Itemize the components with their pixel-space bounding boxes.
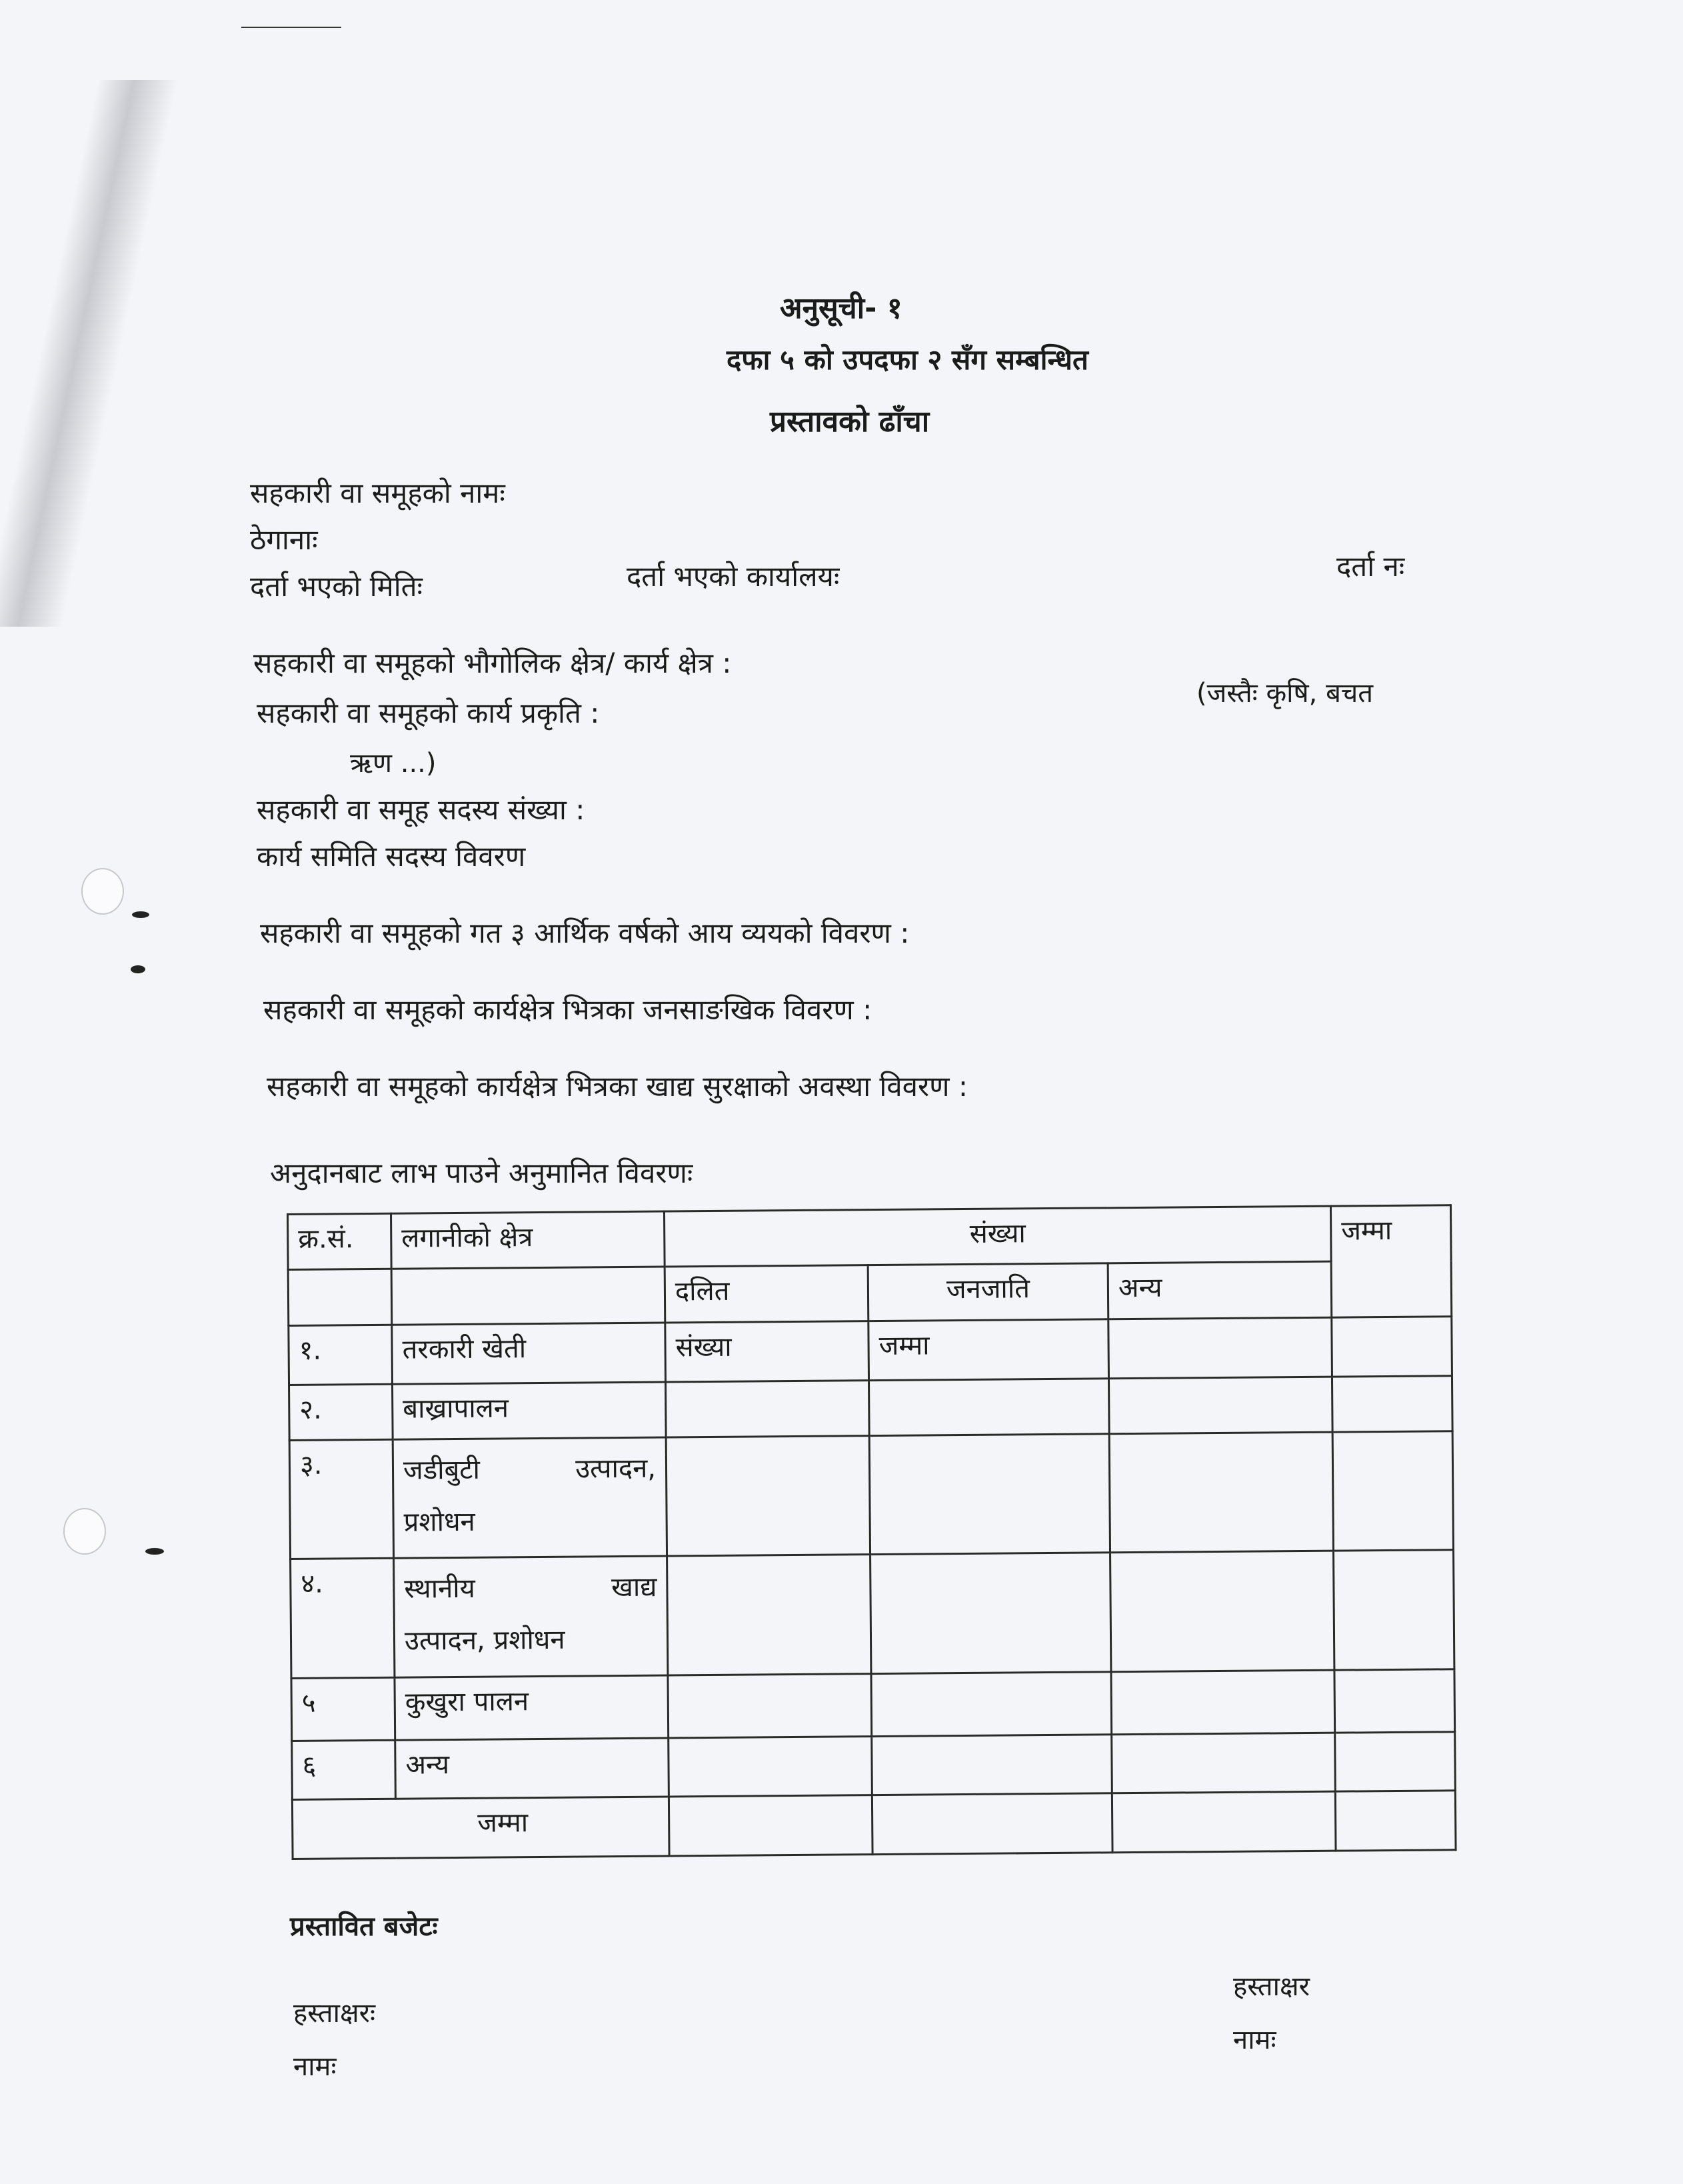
field-member-count: सहकारी वा समूह सदस्य संख्या : bbox=[257, 793, 585, 826]
cell-empty bbox=[869, 1434, 1110, 1555]
cell-empty bbox=[669, 1795, 872, 1856]
field-address: ठेगानाः bbox=[250, 523, 318, 556]
cell-empty bbox=[871, 1672, 1112, 1737]
punch-hole-bottom bbox=[63, 1508, 106, 1555]
table-row bbox=[291, 1550, 1454, 1678]
cell-empty bbox=[669, 1736, 872, 1797]
subheader-janajati: जनजाति bbox=[868, 1263, 1108, 1321]
row-sn: ६ bbox=[292, 1740, 396, 1800]
cell-empty bbox=[1335, 1791, 1456, 1851]
field-example: (जस्तैः कृषि, बचत bbox=[1196, 678, 1374, 709]
field-work-nature: सहकारी वा समूहको कार्य प्रकृति : bbox=[257, 697, 600, 729]
header-total: जम्मा bbox=[1330, 1205, 1451, 1317]
cell-empty bbox=[666, 1436, 870, 1557]
cell-empty bbox=[1334, 1669, 1455, 1732]
cell-empty bbox=[1109, 1432, 1333, 1553]
proposed-budget: प्रस्तावित बजेटः bbox=[290, 1911, 438, 1942]
cell-empty bbox=[1332, 1317, 1452, 1377]
row-sector: अन्य bbox=[395, 1738, 669, 1799]
speck bbox=[145, 1548, 164, 1555]
name-left: नामः bbox=[293, 2051, 337, 2082]
row1-count: संख्या bbox=[665, 1321, 869, 1382]
cell-empty bbox=[1112, 1733, 1336, 1793]
row-sector-line: स्थानीय खाद्य bbox=[404, 1571, 657, 1605]
row-sector-line: जडीबुटी उत्पादन, bbox=[403, 1453, 657, 1486]
speck bbox=[132, 911, 149, 918]
cell-empty bbox=[1332, 1375, 1452, 1432]
field-reg-no: दर्ता नः bbox=[1336, 550, 1405, 583]
cell-empty bbox=[1112, 1791, 1336, 1852]
table-row bbox=[292, 1731, 1456, 1799]
field-income-expense: सहकारी वा समूहको गत ३ आर्थिक वर्षको आय व्ययको विवरण : bbox=[260, 917, 910, 949]
total-label: जम्मा bbox=[292, 1797, 669, 1859]
field-food-security: सहकारी वा समूहको कार्यक्षेत्र भित्रका खाद्य सुरक्षाको अवस्था विवरण : bbox=[267, 1070, 968, 1103]
cell-empty bbox=[1110, 1551, 1334, 1672]
cell-empty bbox=[872, 1793, 1112, 1855]
field-reg-office: दर्ता भएको कार्यालयः bbox=[627, 560, 840, 593]
subheader-other: अन्य bbox=[1108, 1262, 1332, 1319]
field-example-cont: ऋण ...) bbox=[350, 748, 437, 779]
field-group-name: सहकारी वा समूहको नामः bbox=[250, 477, 505, 509]
row-sn: ४. bbox=[291, 1559, 395, 1679]
field-beneficiary: अनुदानबाट लाभ पाउने अनुमानित विवरणः bbox=[270, 1157, 693, 1189]
name-right: नामः bbox=[1233, 2025, 1276, 2055]
row-sector: तरकारी खेती bbox=[392, 1323, 666, 1384]
table-row bbox=[291, 1669, 1455, 1741]
cell-empty bbox=[868, 1378, 1109, 1435]
signature-left: हस्ताक्षरः bbox=[293, 1998, 376, 2029]
table-row bbox=[289, 1431, 1453, 1559]
row-sector bbox=[394, 1556, 668, 1677]
cell-empty bbox=[1111, 1670, 1335, 1735]
signature-right: हस्ताक्षर bbox=[1233, 1971, 1310, 2002]
row-sector-line: प्रशोधन bbox=[403, 1506, 475, 1538]
cell-empty bbox=[288, 1269, 392, 1326]
cell-empty bbox=[391, 1267, 665, 1325]
cell-empty bbox=[1108, 1317, 1332, 1378]
punch-hole-top bbox=[81, 868, 124, 915]
table-row bbox=[289, 1375, 1453, 1440]
top-rule bbox=[241, 27, 341, 28]
speck bbox=[131, 965, 145, 973]
cell-empty bbox=[872, 1734, 1112, 1795]
field-demographic: सहकारी वा समूहको कार्यक्षेत्र भित्रका जनसाङखिक विवरण : bbox=[263, 993, 872, 1026]
row-sn: ३. bbox=[289, 1439, 393, 1559]
field-reg-date: दर्ता भएको मितिः bbox=[250, 570, 423, 603]
table-row bbox=[289, 1317, 1452, 1385]
row-sector bbox=[393, 1437, 667, 1559]
subheader-dalit: दलित bbox=[665, 1265, 868, 1323]
form-title: प्रस्तावको ढाँचा bbox=[770, 405, 930, 439]
cell-empty bbox=[1335, 1731, 1456, 1791]
scan-shadow bbox=[0, 80, 178, 627]
header-count: संख्या bbox=[664, 1206, 1331, 1267]
cell-empty bbox=[1334, 1550, 1454, 1670]
cell-empty bbox=[1332, 1431, 1453, 1551]
row-sn: १. bbox=[289, 1325, 393, 1385]
beneficiary-table bbox=[287, 1204, 1457, 1860]
header-sn: क्र.सं. bbox=[288, 1213, 392, 1270]
row-sn: २. bbox=[289, 1384, 393, 1441]
row1-total: जम्मा bbox=[868, 1319, 1109, 1380]
row-sector-line: उत्पादन, प्रशोधन bbox=[404, 1625, 565, 1657]
cell-empty bbox=[668, 1673, 872, 1737]
cell-empty bbox=[1108, 1377, 1332, 1434]
cell-empty bbox=[666, 1380, 870, 1437]
field-committee: कार्य समिति सदस्य विवरण bbox=[257, 840, 526, 873]
field-geo-area: सहकारी वा समूहको भौगोलिक क्षेत्र/ कार्य क्षेत्र : bbox=[253, 647, 732, 679]
row-sector: बाख्रापालन bbox=[393, 1382, 667, 1440]
schedule-heading: अनुसूची- १ bbox=[780, 291, 902, 325]
section-heading: दफा ५ को उपदफा २ सँग सम्बन्धित bbox=[727, 343, 1088, 376]
row-sn: ५ bbox=[291, 1677, 395, 1741]
cell-empty bbox=[870, 1553, 1111, 1673]
header-sector: लगानीको क्षेत्र bbox=[391, 1211, 665, 1269]
cell-empty bbox=[667, 1555, 871, 1675]
row-sector: कुखुरा पालन bbox=[395, 1675, 669, 1740]
table-total-row bbox=[292, 1791, 1456, 1859]
